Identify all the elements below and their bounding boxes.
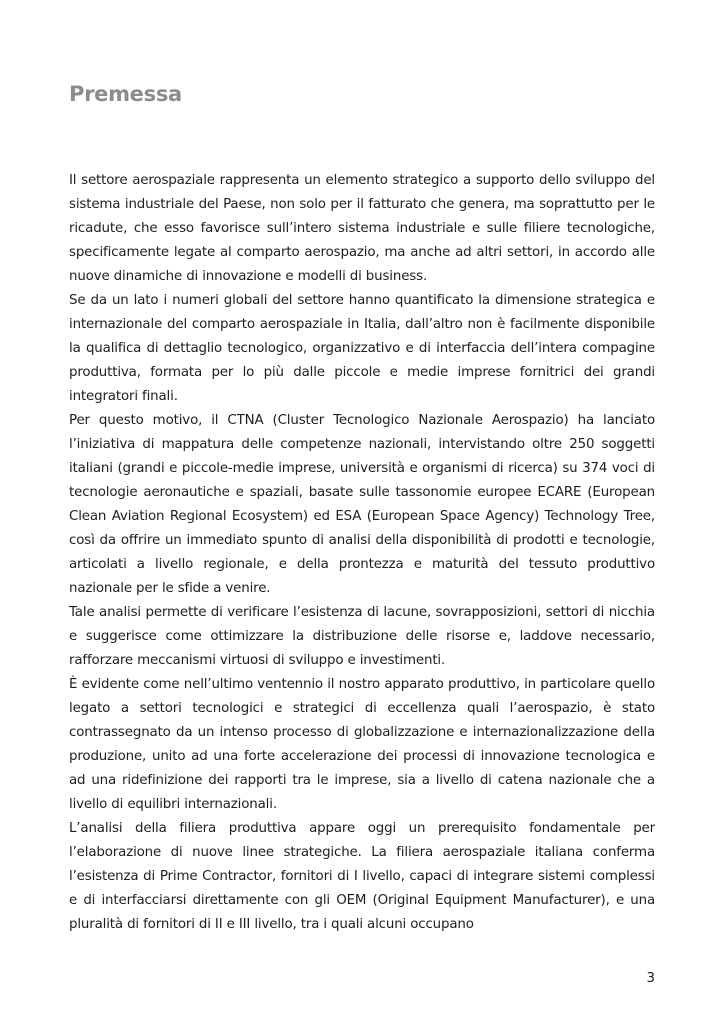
paragraph: È evidente come nell’ultimo ventennio il nostro apparato produttivo, in particolare quello legato a settori tecnologici e strategici di eccellenza quali l’aerospazio, è stato contrassegnato da un intenso processo di globalizzazione e internazionalizzazione della produzione, unito ad una forte accelerazione dei processi di innovazione tecnologica e ad una ridefinizione dei rapporti tra le imprese, sia a livello di catena nazionale che a livello di equilibri internazionali. [69,677,655,812]
paragraph: Il settore aerospaziale rappresenta un elemento strategico a supporto dello sviluppo del sistema industriale del Paese, non solo per il fatturato che genera, ma soprattutto per le ricadute, che esso favorisce sull’intero sistema industriale e sulle filiere tecnologiche, specificamente legate al comparto aerospazio, ma anche ad altri settori, in accordo alle nuove dinamiche di innovazione e modelli di business. [69,173,655,284]
page-title: Premessa [69,82,182,106]
page-number: 3 [646,971,655,986]
paragraph: Per questo motivo, il CTNA (Cluster Tecnologico Nazionale Aerospazio) ha lanciato l’iniziativa di mappatura delle competenze nazionali, intervistando oltre 250 soggetti italiani (grandi e piccole-medie imprese, università e organismi di ricerca) su 374 voci di tecnologie aeronautiche e spaziali, basate sulle tassonomie europee ECARE (European Clean Aviation Regional Ecosystem) ed ESA (European Space Agency) Technology Tree, così da offrire un immediato spunto di analisi della disponibilità di prodotti e tecnologie, articolati a livello regionale, e della prontezza e maturità del tessuto produttivo nazionale per le sfide a venire. [69,413,655,596]
paragraph: Tale analisi permette di verificare l’esistenza di lacune, sovrapposizioni, settori di nicchia e suggerisce come ottimizzare la distribuzione delle risorse e, laddove necessario, rafforzare meccanismi virtuosi di sviluppo e investimenti. [69,605,655,668]
paragraph: L’analisi della filiera produttiva appare oggi un prerequisito fondamentale per l’elaborazione di nuove linee strategiche. La filiera aerospaziale italiana conferma l’esistenza di Prime Contractor, fornitori di I livello, capaci di integrare sistemi complessi e di interfacciarsi direttamente con gli OEM (Original Equipment Manufacturer), e una pluralità di fornitori di II e III livello, tra i quali alcuni occupano [69,821,655,932]
body-text [69,169,655,937]
paragraph: Se da un lato i numeri globali del settore hanno quantificato la dimensione strategica e internazionale del comparto aerospaziale in Italia, dall’altro non è facilmente disponibile la qualifica di dettaglio tecnologico, organizzativo e di interfaccia dell’intera compagine produttiva, formata per lo più dalle piccole e medie imprese fornitrici dei grandi integratori finali. [69,293,655,404]
